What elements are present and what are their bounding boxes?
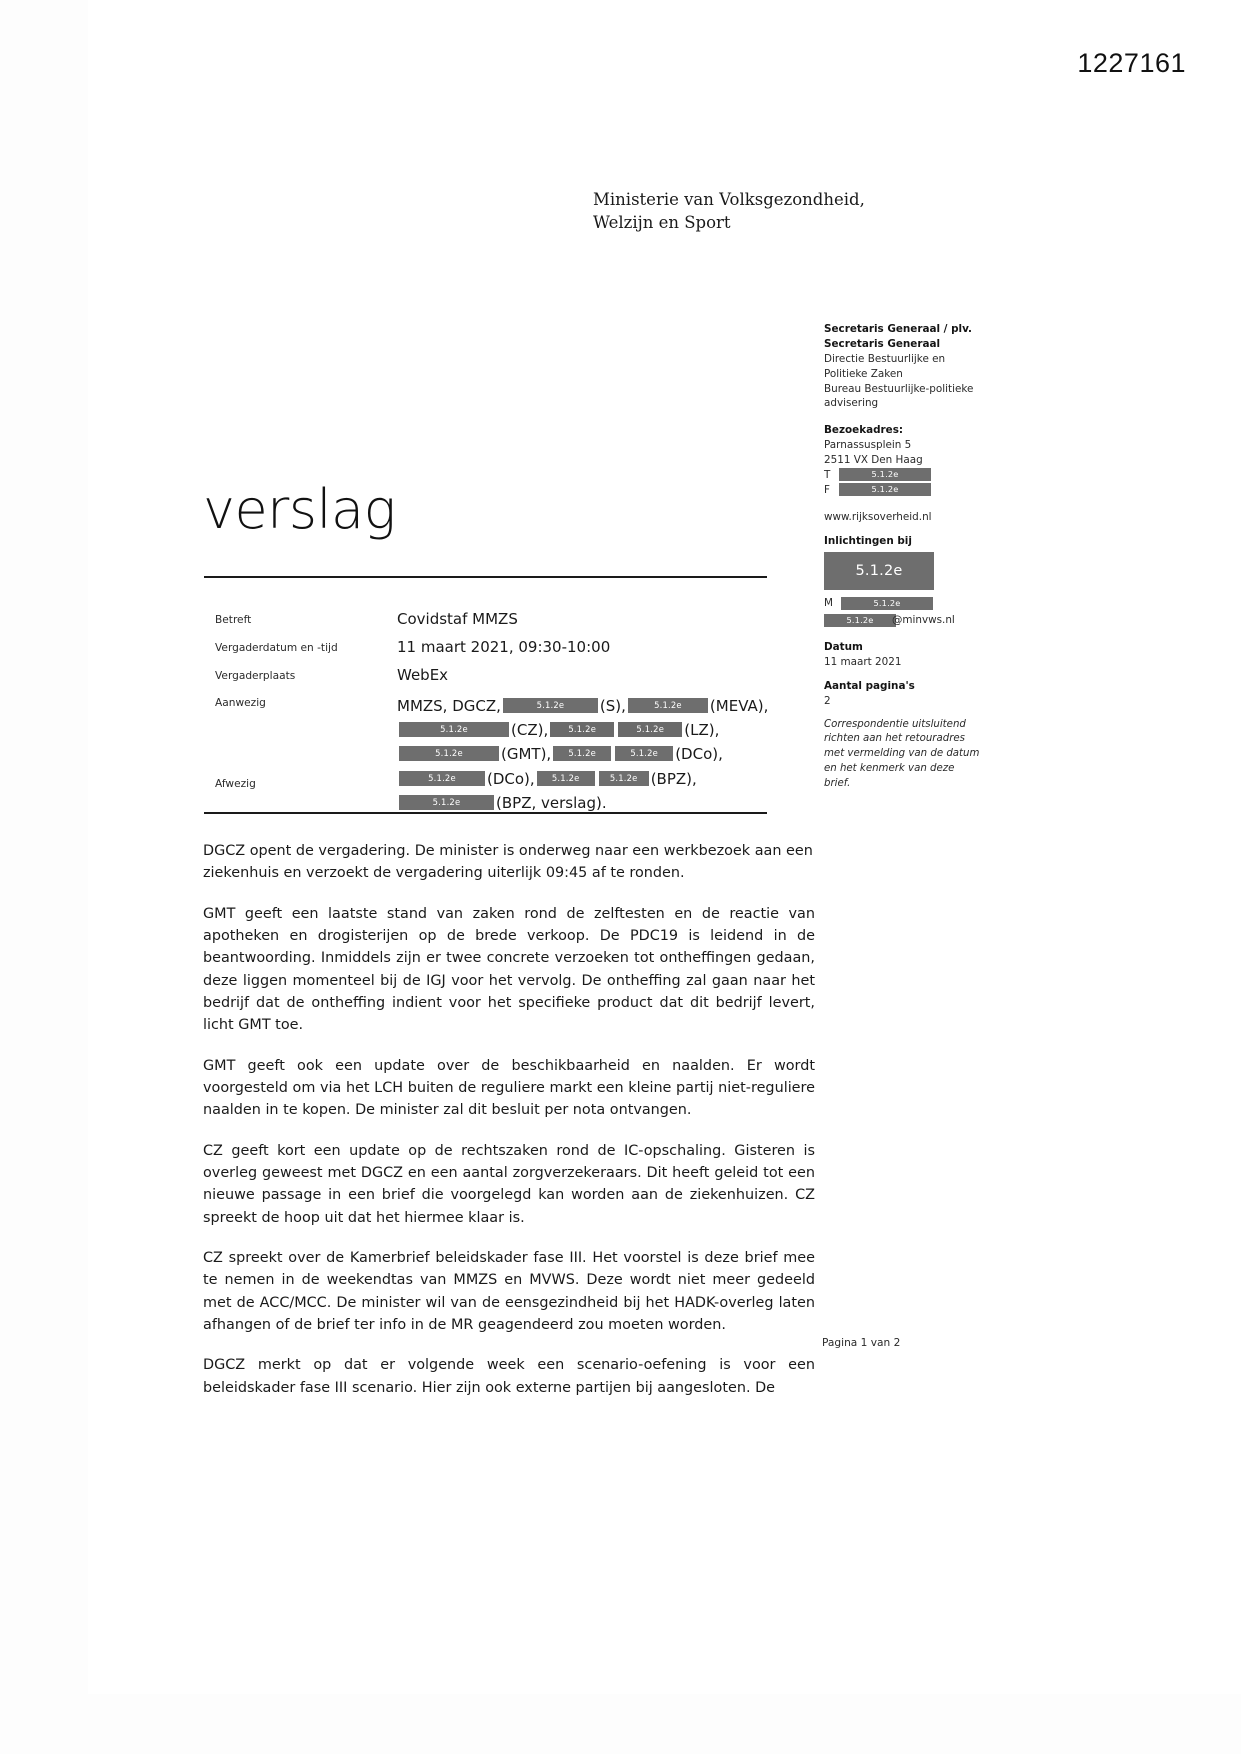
correspondence-line-2: richten aan het retouradres	[824, 733, 965, 745]
correspondence-line-3: met vermelding van de datum	[824, 748, 980, 760]
sidebar-date-value: 11 maart 2021	[824, 656, 902, 668]
label-vergaderdatum: Vergaderdatum en -tijd	[215, 641, 338, 654]
value-aanwezig	[397, 694, 775, 815]
sidebar-address-line-2: 2511 VX Den Haag	[824, 454, 923, 466]
value-vergaderplaats: WebEx	[397, 665, 449, 684]
email-domain-suffix: @minvws.nl	[892, 614, 955, 627]
metadata-row-location	[215, 666, 775, 686]
attendee-text-9: (BPZ),	[650, 769, 697, 788]
redaction-attendee-7: 5.1.2e	[553, 746, 611, 761]
label-aanwezig: Aanwezig	[215, 696, 266, 709]
redaction-attendee-1: 5.1.2e	[503, 698, 598, 713]
sidebar-dept-line-1: Directie Bestuurlijke en	[824, 352, 946, 365]
attendee-text-1: MMZS, DGCZ,	[397, 696, 501, 715]
sidebar-website[interactable]: www.rijksoverheid.nl	[824, 510, 932, 523]
divider-top	[204, 576, 767, 578]
sidebar-correspondence-note	[824, 718, 1039, 792]
body-paragraph-4: CZ geeft kort een update op de rechtszaken rond de IC-opschaling. Gisteren is overleg geweest met DGCZ en een aantal zorgverzekeraars. Dit heeft geleid tot een nieuwe passage in een brief die voorgelegd kan worden aan de ziekenhuizen. CZ spreekt de hoop uit dat het hiermee klaar is.	[203, 1142, 815, 1226]
attendee-text-5: (LZ),	[684, 721, 720, 740]
label-afwezig: Afwezig	[215, 778, 256, 790]
value-vergaderdatum: 11 maart 2021, 09:30-10:00	[397, 637, 611, 656]
sidebar-spacer-6	[824, 709, 1039, 718]
sidebar-org-line-2: Secretaris Generaal	[824, 337, 941, 350]
redaction-contact-name: 5.1.2e	[824, 552, 934, 590]
redaction-attendee-2: 5.1.2e	[628, 698, 708, 713]
redaction-attendee-9: 5.1.2e	[399, 771, 485, 786]
fax-label: F	[824, 483, 830, 496]
page-footer: Pagina 1 van 2	[822, 1337, 901, 1349]
redaction-attendee-12: 5.1.2e	[399, 795, 494, 810]
redaction-attendee-11: 5.1.2e	[599, 771, 649, 786]
attendee-text-3: (MEVA),	[709, 696, 769, 715]
sidebar-address-heading: Bezoekadres:	[824, 424, 904, 437]
metadata-row-attendees	[215, 694, 775, 815]
sidebar-contact-block	[824, 322, 1039, 792]
redaction-mobile: 5.1.2e	[841, 597, 933, 610]
attendee-text-6: (GMT),	[501, 745, 552, 764]
report-body	[203, 840, 815, 1417]
sidebar-dept-line-4: advisering	[824, 397, 879, 410]
sidebar-dept-line-2: Politieke Zaken	[824, 367, 903, 380]
sidebar-spacer-3	[824, 525, 1039, 534]
redaction-fax: 5.1.2e	[839, 483, 931, 496]
sidebar-email-row	[824, 613, 1039, 628]
body-paragraph-3: GMT geeft ook een update over de beschikbaarheid en naalden. Er wordt voorgesteld om via het LCH buiten de reguliere markt een kleine partij niet-reguliere naalden in te kopen. De minister zal dit besluit per nota ontvangen.	[203, 1057, 815, 1119]
attendee-text-7: (DCo),	[675, 745, 723, 764]
redaction-attendee-6: 5.1.2e	[399, 746, 499, 761]
value-betreft: Covidstaf MMZS	[397, 610, 518, 628]
sidebar-org-line-1: Secretaris Generaal / plv.	[824, 323, 972, 335]
redaction-attendee-5: 5.1.2e	[618, 722, 682, 737]
sidebar-dept-line-3: Bureau Bestuurlijke-politieke	[824, 382, 974, 395]
masthead-line-2: Welzijn en Sport	[593, 213, 731, 233]
body-paragraph-6: DGCZ merkt op dat er volgende week een scenario-oefening is voor een beleidskader fase III scenario. Hier zijn ook externe partijen bij aangesloten. De	[203, 1357, 815, 1396]
sidebar-spacer	[824, 411, 1039, 423]
redaction-attendee-3: 5.1.2e	[399, 722, 509, 737]
redaction-email-user: 5.1.2e	[824, 614, 896, 627]
metadata-row-subject	[215, 610, 775, 630]
scan-margin-bottom	[0, 1694, 1241, 1754]
correspondence-line-1: Correspondentie uitsluitend	[824, 718, 966, 730]
metadata-row-datetime	[215, 638, 775, 658]
correspondence-line-5: brief.	[824, 777, 851, 789]
redaction-attendee-8: 5.1.2e	[615, 746, 673, 761]
scan-margin-left	[0, 0, 88, 1754]
redaction-attendee-4: 5.1.2e	[550, 722, 614, 737]
correspondence-line-4: en het kenmerk van deze	[824, 762, 955, 774]
sidebar-spacer-2	[824, 498, 1039, 510]
redaction-attendee-10: 5.1.2e	[537, 771, 595, 786]
sidebar-address-line-1: Parnassusplein 5	[824, 439, 912, 452]
mobile-label: M	[824, 597, 833, 610]
document-id: 1227161	[1077, 48, 1186, 78]
sidebar-pages-value: 2	[824, 694, 831, 707]
sidebar-spacer-4	[824, 628, 1039, 640]
sidebar-contact-heading: Inlichtingen bij	[824, 534, 912, 547]
telephone-label: T	[824, 468, 831, 481]
sidebar-telephone-row	[824, 468, 1039, 483]
sidebar-mobile-row	[824, 596, 1039, 611]
sidebar-pages-heading: Aantal pagina's	[824, 679, 915, 692]
attendee-text-2: (S),	[599, 696, 626, 715]
masthead-line-1: Ministerie van Volksgezondheid,	[593, 190, 865, 209]
attendee-text-10: (BPZ, verslag).	[496, 794, 607, 812]
sidebar-fax-row	[824, 483, 1039, 498]
label-vergaderplaats: Vergaderplaats	[215, 669, 296, 682]
body-paragraph-1: DGCZ opent de vergadering. De minister is onderweg naar een werkbezoek aan een ziekenhuis en verzoekt de vergadering uiterlijk 09:45 af te ronden.	[203, 843, 813, 882]
ministry-masthead	[593, 188, 865, 235]
attendee-text-4: (CZ),	[511, 721, 549, 740]
page-title: verslag	[203, 478, 396, 541]
body-paragraph-5: CZ spreekt over de Kamerbrief beleidskader fase III. Het voorstel is deze brief mee te nemen in de weekendtas van MMZS en MVWS. Deze wordt niet meer gedeeld met de ACC/MCC. De minister wil van de eensgezindheid bij het HADK-overleg laten afhangen of de brief ter info in de MR geagendeerd zou moeten worden.	[203, 1249, 815, 1333]
redaction-telephone: 5.1.2e	[839, 468, 931, 481]
meeting-metadata-table	[215, 610, 775, 823]
sidebar-spacer-5	[824, 670, 1039, 679]
label-betreft: Betreft	[215, 614, 252, 626]
body-paragraph-2: GMT geeft een laatste stand van zaken rond de zelftesten en de reactie van apotheken en drogisterijen op de brede verkoop. De PDC19 is leidend in de beantwoording. Inmiddels zijn er twee concrete verzoeken tot ontheffingen gedaan, deze liggen momenteel bij de IGJ voor het vervolg. De ontheffing zal gaan naar het bedrijf dat de ontheffing indient voor het specifieke product dat dit bedrijf levert, licht GMT toe.	[203, 905, 815, 1034]
attendee-text-8: (DCo),	[487, 769, 535, 788]
sidebar-date-heading: Datum	[824, 641, 863, 654]
